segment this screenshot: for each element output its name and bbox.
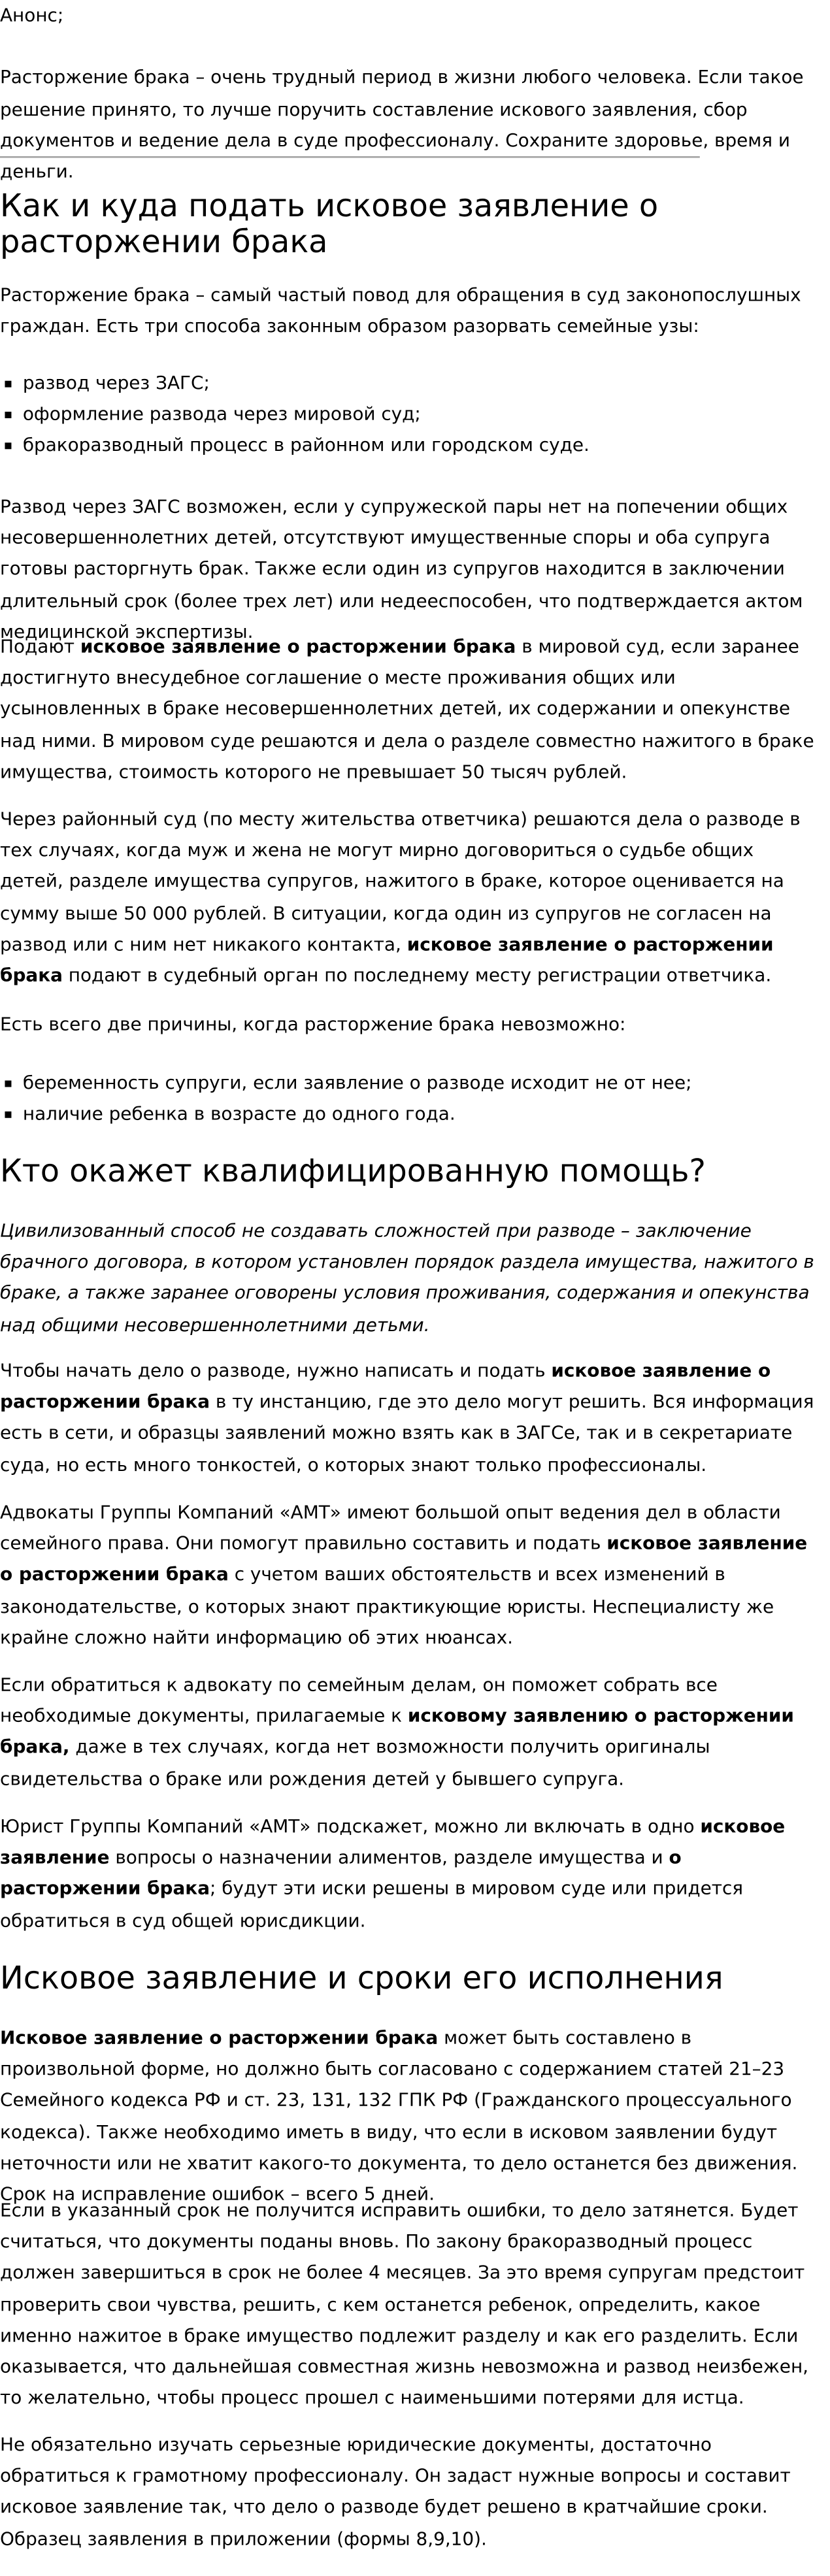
prenup-italic-paragraph: Цивилизованный способ не создавать сложностей при разводе – заключение брачного договора, в котором установлен порядок раздела имущества, нажитого в браке, а также заранее оговорены условия проживания, содержания и опекунства над общими несовершеннолетними детьми. (0, 1220, 814, 1336)
emphasis: исковое заявление о расторжении брака (80, 636, 516, 658)
district-court-paragraph: Через районный суд (по месту жительства ответчика) решаются дела о разводе в тех случаях, когда муж и жена не могут мирно договориться о судьбе общих детей, разделе имущества супругов, нажитого в браке, которое оценивается на сумму выше 50 000 рублей. В ситуации, когда один из супругов не согласен на развод или с ним нет никакого контакта, исковое заявление о расторжении брака подают в судебный орган по последнему месту регистрации ответчика. (0, 808, 801, 987)
emphasis: исковое заявление о расторжении брака (0, 1360, 771, 1413)
emphasis: исковому заявлению о расторжении брака, (0, 1706, 794, 1759)
emphasis: о расторжении брака (0, 1847, 682, 1900)
amt-lawyers-paragraph: Адвокаты Группы Компаний «АМТ» имеют большой опыт ведения дел в области семейного права. Они помогут правильно составить и подать исковое заявление о расторжении брака с учетом ваших обстоятельств и всех изменений в законодательстве, о которых знают практикующие юристы. Неспециалисту же крайне сложно найти информацию об этих нюансах. (0, 1502, 808, 1649)
emphasis: исковое заявление (0, 1816, 786, 1869)
start-case-paragraph: Чтобы начать дело о разводе, нужно написать и подать исковое заявление о расторжении брака в ту инстанцию, где это дело могут решить. Вся информация есть в сети, и образцы заявлений можно взять как в ЗАГСе, так и в секретариате суда, но есть много тонкостей, о которых знают только профессионалы. (0, 1360, 814, 1476)
section-heading-qualified-help: Кто окажет квалифицированную помощь? (0, 1152, 706, 1190)
list-item: оформление развода через мировой суд; (0, 399, 822, 431)
divider (0, 156, 700, 157)
intro-paragraph: Расторжение брака – самый частый повод для обращения в суд законопослушных граждан. Есть три способа законным образом разорвать семейные узы: (0, 284, 801, 337)
announce-label: Анонс; (0, 5, 64, 26)
emphasis: исковое заявление о расторжении брака (0, 933, 774, 987)
section-heading-terms: Исковое заявление и сроки его исполнения (0, 1959, 723, 1997)
emphasis: Исковое заявление о расторжении брака (0, 2027, 439, 2049)
claim-form-paragraph: Исковое заявление о расторжении брака может быть составлено в произвольной форме, но должно быть согласовано с содержанием статей 21–23 Семейного кодекса РФ и ст. 23, 131, 132 ГПК РФ (Гражданского процессуального кодекса). Также необходимо иметь в виду, что если в исковом заявлении будут неточности или не хватит какого-то документа, то дело останется без движения. Срок на исправление ошибок – всего 5 дней. (0, 2027, 798, 2205)
zags-paragraph: Развод через ЗАГС возможен, если у супружеской пары нет на попечении общих несовершеннолетних детей, отсутствуют имущественные споры и оба супруга готовы расторгнуть брак. Также если один из супругов находится в заключении длительный срок (более трех лет) или недееспособен, что подтверждается актом медицинской экспертизы. (0, 496, 803, 643)
announce-block (0, 0, 830, 188)
impossible-paragraph: Есть всего две причины, когда расторжение брака невозможно: (0, 1014, 626, 1035)
list-item: развод через ЗАГС; (0, 368, 822, 399)
list-item: бракоразводный процесс в районном или городском суде. (0, 430, 822, 461)
final-paragraph: Не обязательно изучать серьезные юридические документы, достаточно обратиться к грамотному профессионалу. Он задаст нужные вопросы и составит исковое заявление так, что дело о разводе будет решено в кратчайшие сроки. Образец заявления в приложении (формы 8,9,10). (0, 2434, 791, 2550)
list-item: наличие ребенка в возрасте до одного года. (0, 1098, 822, 1130)
reasons-list (0, 1068, 822, 1131)
divorce-ways-list (0, 368, 822, 461)
amt-consult-paragraph: Юрист Группы Компаний «АМТ» подскажет, можно ли включать в одно исковое заявление вопросы о назначении алиментов, разделе имущества и о расторжении брака; будут эти иски решены в мировом суде или придется обратиться в суд общей юрисдикции. (0, 1816, 786, 1931)
announce-text: Расторжение брака – очень трудный период в жизни любого человека. Если такое решение принято, то лучше поручить составление искового заявления, сбор документов и ведение дела в суде профессионалу. Сохраните здоровье, время и деньги. (0, 67, 804, 182)
family-lawyer-paragraph: Если обратиться к адвокату по семейным делам, он поможет собрать все необходимые документы, прилагаемые к исковому заявлению о расторжении брака, даже в тех случаях, когда нет возможности получить оригиналы свидетельства о браке или рождения детей у бывшего супруга. (0, 1674, 794, 1790)
emphasis: исковое заявление о расторжении брака (0, 1533, 808, 1586)
list-item: беременность супруги, если заявление о разводе исходит не от нее; (0, 1068, 822, 1099)
delay-paragraph: Если в указанный срок не получится исправить ошибки, то дело затянется. Будет считаться, что документы поданы вновь. По закону бракоразводный процесс должен завершиться в срок не более 4 месяцев. За это время супругам предстоит проверить свои чувства, решить, с кем останется ребенок, определить, какое именно нажитое в браке имущество подлежит разделу и как его разделить. Если оказывается, что дальнейшая совместная жизнь невозможна и развод неизбежен, то желательно, чтобы процесс прошел с наименьшими потерями для истца. (0, 2200, 809, 2409)
section-heading-how-to-file: Как и куда подать исковое заявление о расторжении брака (0, 187, 659, 261)
magistrate-court-paragraph: Подают исковое заявление о расторжении брака в мировой суд, если заранее достигнуто внесудебное соглашение о месте проживания общих или усыновленных в браке несовершеннолетних детей, их содержании и опекунстве над ними. В мировом суде решаются и дела о разделе совместно нажитого в браке имущества, стоимость которого не превышает 50 тысяч рублей. (0, 636, 814, 783)
